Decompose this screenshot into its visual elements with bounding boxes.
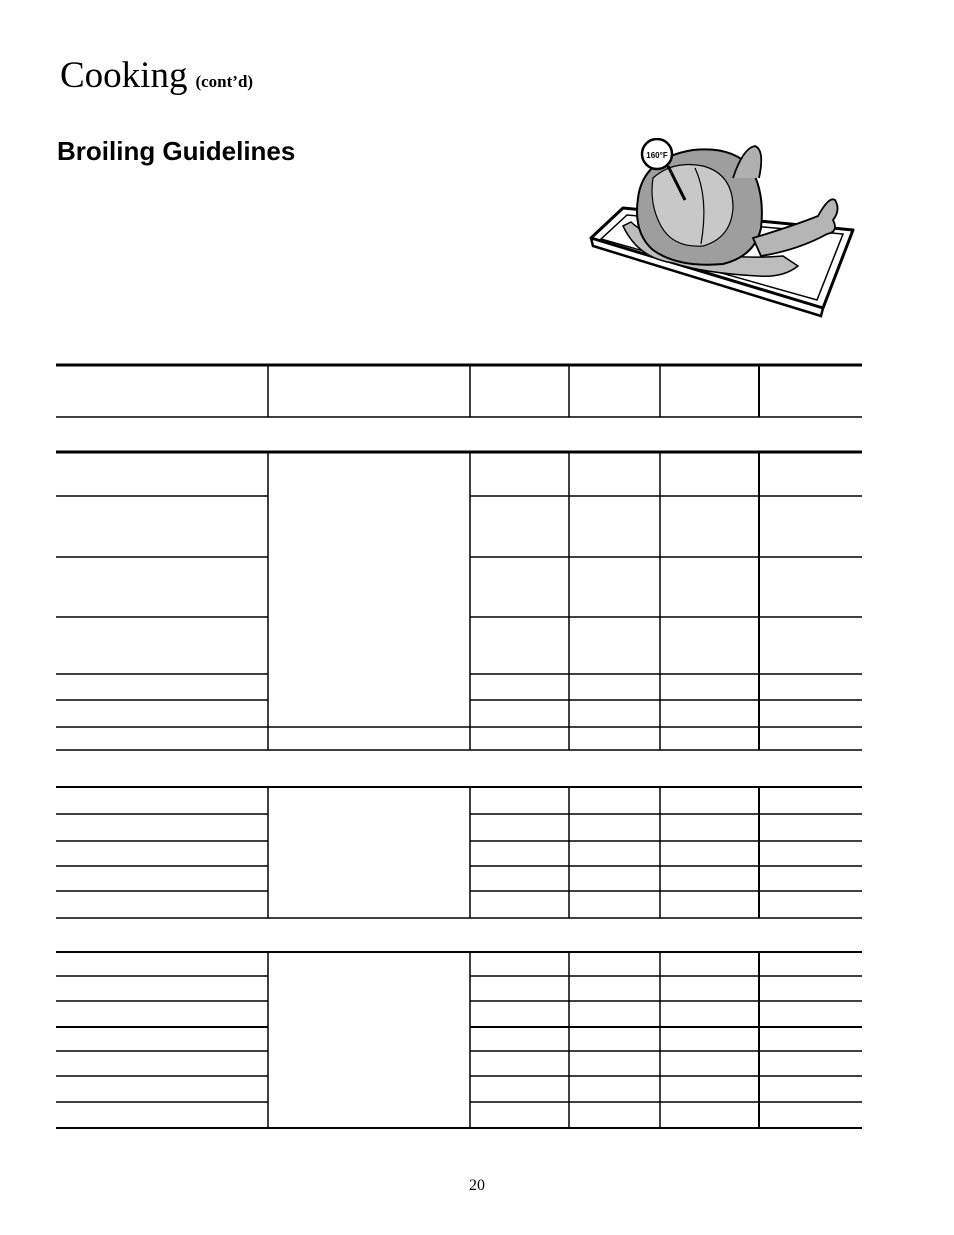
section-title: Broiling Guidelines bbox=[57, 136, 296, 166]
thermometer-label: 160°F bbox=[646, 151, 668, 160]
page-number: 20 bbox=[469, 1177, 485, 1194]
page-subtitle: (cont’d) bbox=[195, 72, 254, 91]
page-title: Cooking bbox=[60, 55, 188, 96]
